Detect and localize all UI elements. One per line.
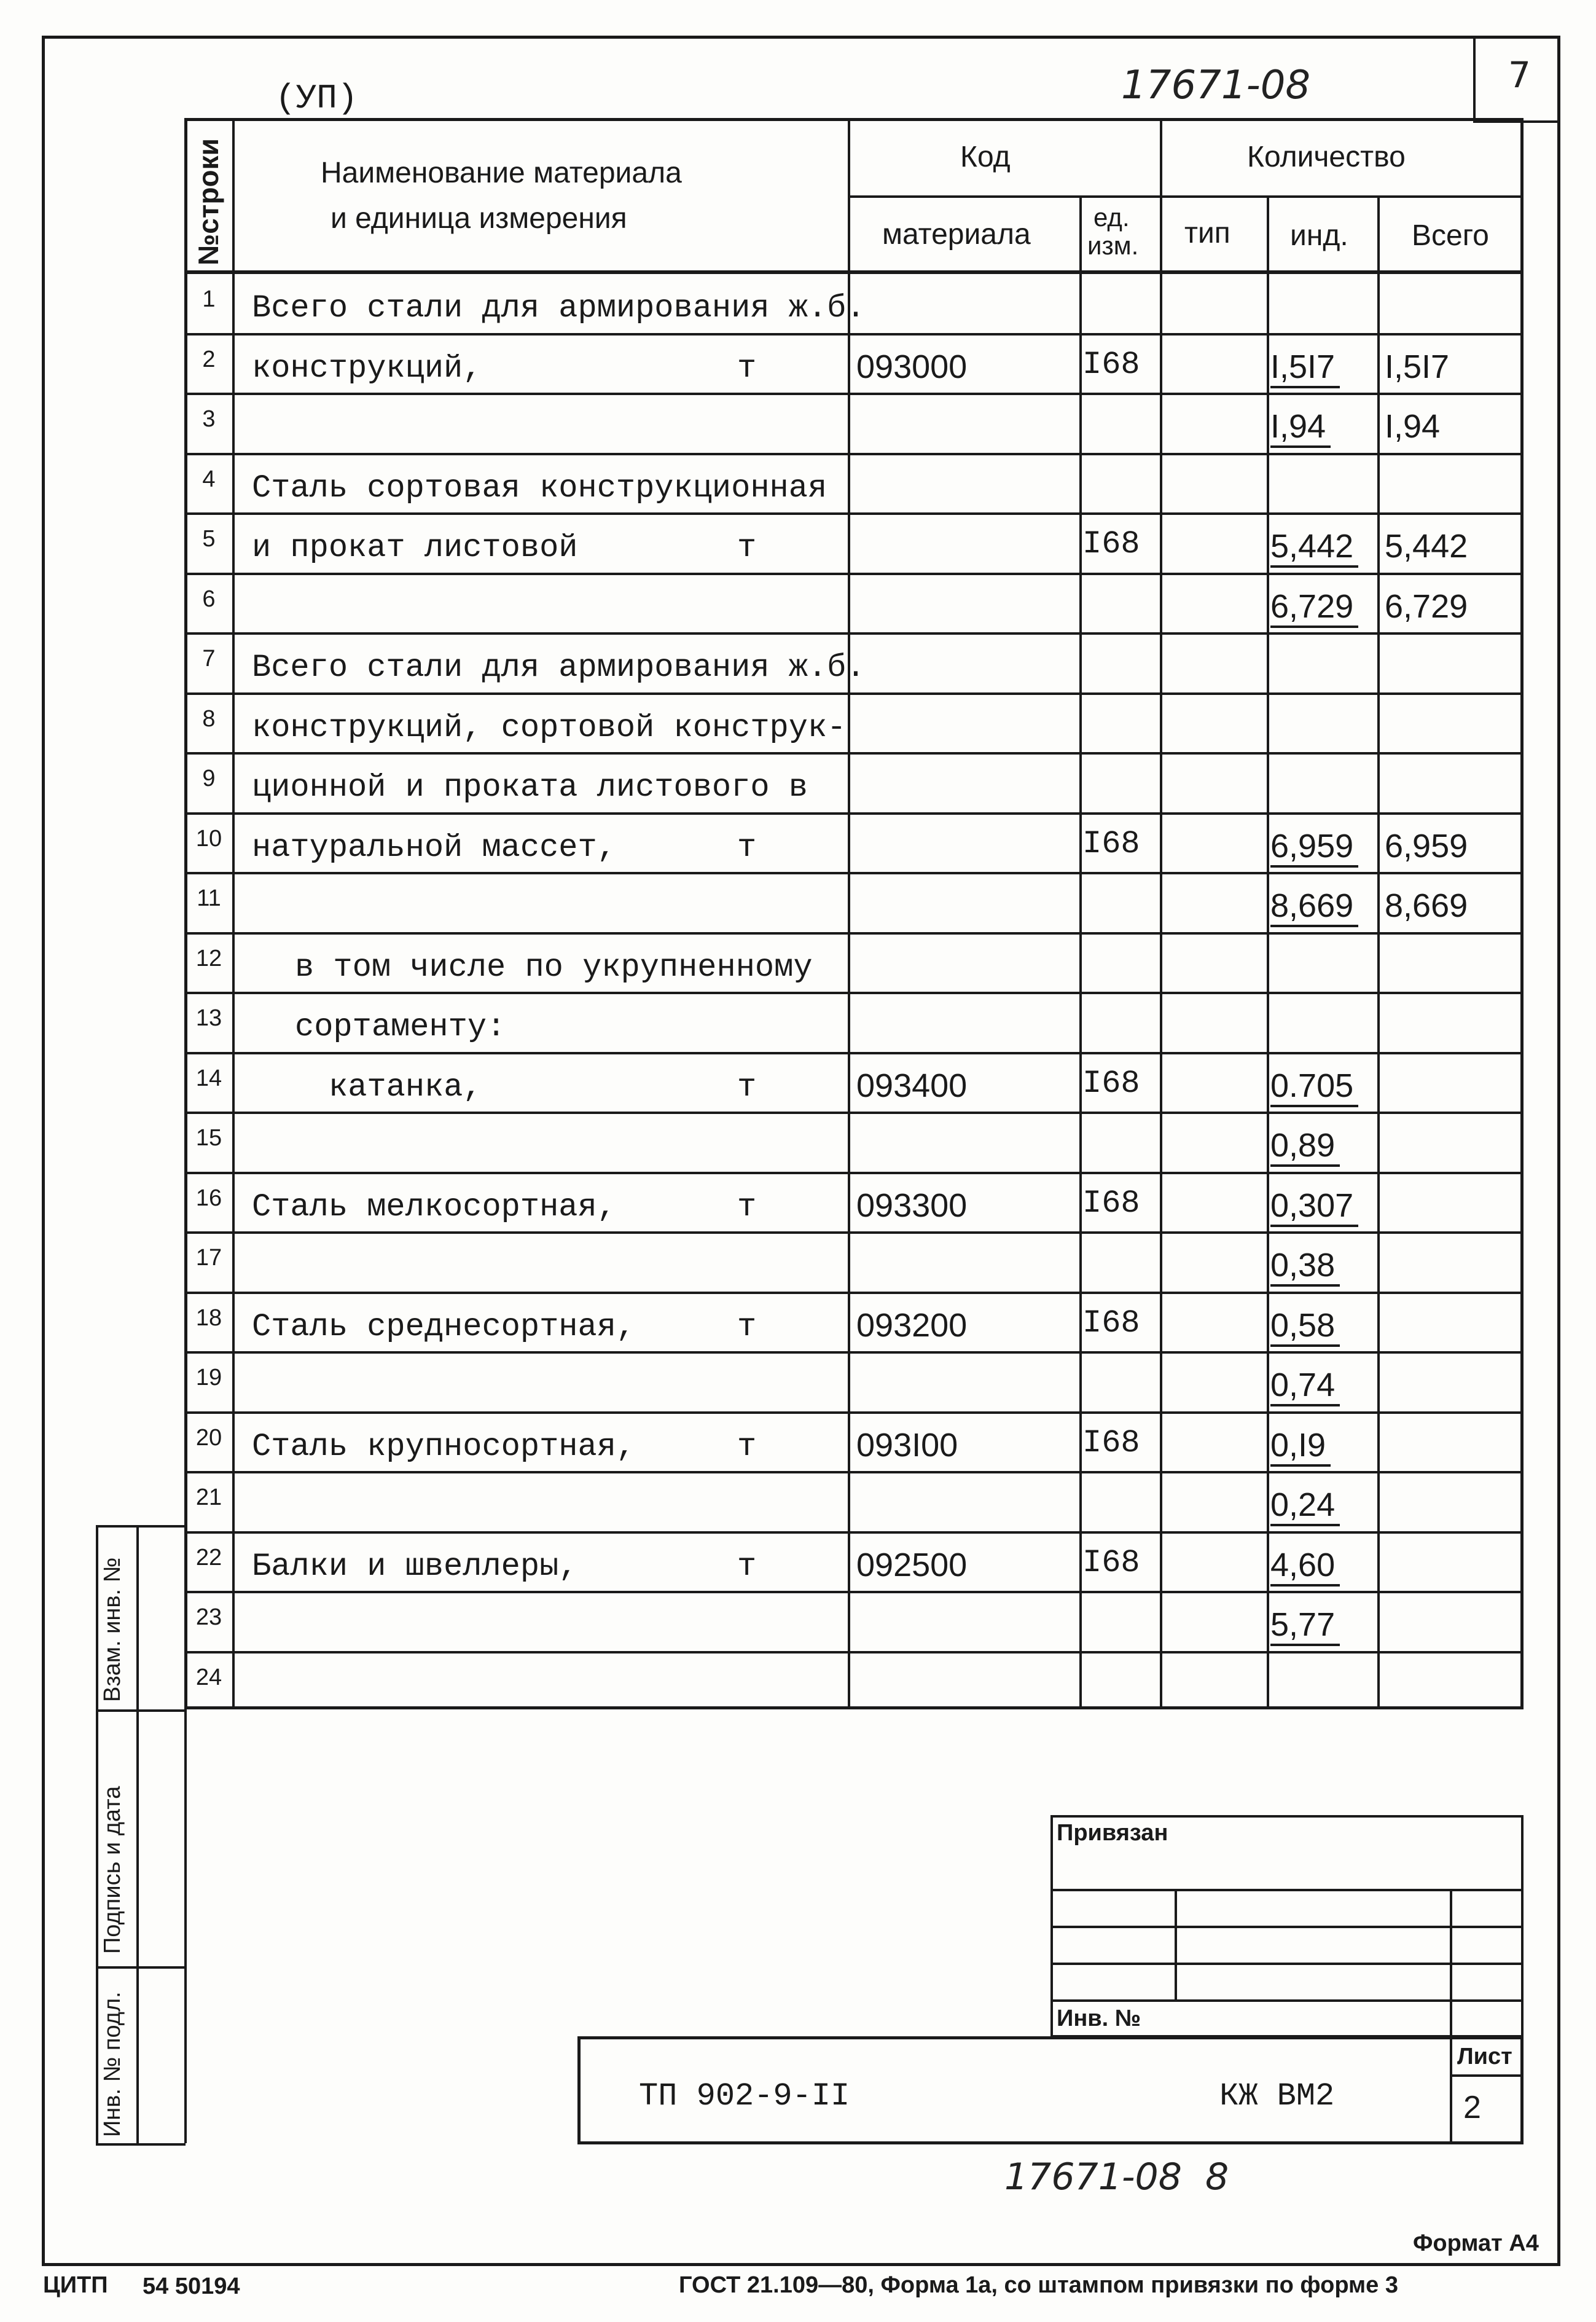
- privyazka-line3: [1050, 1963, 1524, 1965]
- tp-code: ТП 902-9-II: [639, 2078, 850, 2114]
- up-mark: (УП): [275, 79, 358, 118]
- row-unit: I68: [1082, 825, 1140, 862]
- row-number: 16: [195, 1185, 222, 1211]
- row-code: 093400: [856, 1067, 968, 1104]
- format-label: Формат А4: [1413, 2230, 1539, 2256]
- footer-org: ЦИТП: [43, 2272, 108, 2298]
- side-strip-right: [184, 1709, 187, 2143]
- row-unit: I68: [1082, 346, 1140, 383]
- row-line: [184, 992, 1524, 994]
- row-unit: I68: [1082, 1544, 1140, 1581]
- row-line: [184, 1591, 1524, 1593]
- row-name: Сталь крупносортная,: [252, 1428, 636, 1465]
- row-number: 23: [195, 1604, 222, 1630]
- row-line: [184, 573, 1524, 575]
- row-ind: 0,74: [1270, 1366, 1340, 1406]
- row-name: и прокат листовой: [252, 530, 578, 566]
- page-number: 7: [1508, 54, 1531, 96]
- row-line: [184, 1411, 1524, 1414]
- row-unit: I68: [1082, 1424, 1140, 1461]
- row-ind: 5,442: [1270, 527, 1358, 568]
- row-line: [184, 1531, 1524, 1534]
- col-header-name-line1: Наименование материала: [321, 157, 682, 189]
- row-line: [184, 1052, 1524, 1054]
- side-strip-mid: [136, 1525, 139, 2143]
- row-number: 10: [195, 825, 222, 852]
- side-label-inv-podl: Инв. № подл.: [100, 1991, 125, 2137]
- row-number: 2: [202, 346, 216, 372]
- col-header-name-line2: и единица измерения: [331, 202, 627, 235]
- col-header-code: Код: [960, 141, 1011, 173]
- row-line: [184, 692, 1524, 695]
- side-label-vzam: Взам. инв. №: [100, 1557, 125, 1702]
- row-number: 14: [195, 1065, 222, 1091]
- row-ind: 0,58: [1270, 1306, 1340, 1347]
- doc-code: КЖ ВМ2: [1219, 2078, 1335, 2114]
- row-unit-t: т: [737, 1308, 757, 1345]
- row-number: 18: [195, 1304, 222, 1331]
- side-strip-sep2: [96, 1966, 186, 1969]
- row-total: 6,959: [1385, 827, 1468, 865]
- header-subline: [848, 195, 1524, 198]
- col-header-row-no: №строки: [192, 138, 224, 265]
- row-name: в том числе по укрупненному: [295, 949, 813, 986]
- row-unit-t: т: [737, 1069, 757, 1105]
- row-name: натуральной массет,: [252, 829, 616, 866]
- privyazka-line1: [1050, 1889, 1524, 1891]
- row-ind: I,5I7: [1270, 348, 1340, 388]
- row-line: [184, 1651, 1524, 1653]
- row-number: 6: [202, 586, 216, 612]
- row-ind: 0,24: [1270, 1486, 1340, 1526]
- row-code: 093000: [856, 348, 968, 385]
- row-line: [184, 1351, 1524, 1354]
- row-name: катанка,: [329, 1069, 482, 1105]
- row-total: 8,669: [1385, 887, 1468, 924]
- privyazka-line2: [1050, 1926, 1524, 1928]
- row-code: 093200: [856, 1306, 968, 1344]
- row-ind: 4,60: [1270, 1546, 1340, 1587]
- row-ind: 0,89: [1270, 1126, 1340, 1167]
- row-name: конструкций,: [252, 350, 482, 386]
- row-number: 20: [195, 1424, 222, 1451]
- row-code: 092500: [856, 1546, 968, 1583]
- row-line: [184, 393, 1524, 395]
- row-line: [184, 1112, 1524, 1114]
- row-line: [184, 1471, 1524, 1473]
- row-number: 7: [202, 646, 216, 672]
- row-total: I,94: [1385, 408, 1441, 445]
- col-line-ind: [1377, 195, 1380, 1709]
- row-line: [184, 812, 1524, 815]
- doc-number-handwritten: 17671-08: [1121, 63, 1311, 108]
- row-number: 12: [195, 945, 222, 971]
- row-line: [184, 333, 1524, 335]
- inv-no-label: Инв. №: [1057, 2006, 1141, 2031]
- row-line: [184, 932, 1524, 935]
- col-header-code-material: материала: [882, 218, 1031, 251]
- row-name: ционной и проката листового в: [252, 769, 808, 806]
- col-header-qty-total: Всего: [1412, 219, 1489, 252]
- row-number: 1: [202, 286, 216, 312]
- row-total: 5,442: [1385, 528, 1468, 565]
- sheet-number: 2: [1463, 2090, 1481, 2125]
- row-number: 19: [195, 1365, 222, 1390]
- row-ind: 6,959: [1270, 827, 1358, 868]
- row-code: 093300: [856, 1186, 968, 1224]
- row-unit: I68: [1082, 1065, 1140, 1102]
- side-strip-left: [96, 1525, 98, 2143]
- row-name: конструкций, сортовой конструк-: [252, 709, 847, 746]
- row-number: 22: [195, 1544, 222, 1571]
- row-number: 21: [195, 1485, 222, 1510]
- side-strip-sep1: [96, 1709, 186, 1712]
- row-number: 24: [195, 1664, 222, 1690]
- privyazka-vline2: [1450, 1889, 1452, 2038]
- row-number: 8: [202, 705, 216, 732]
- row-name: Сталь сортовая конструкционная: [252, 469, 827, 506]
- row-line: [184, 1172, 1524, 1174]
- footer-gost: ГОСТ 21.109—80, Форма 1а, со штампом привязки по форме 3: [679, 2272, 1398, 2298]
- row-unit-t: т: [737, 829, 757, 866]
- row-ind: I,94: [1270, 407, 1331, 448]
- side-strip-bottom: [96, 2143, 186, 2146]
- row-unit-t: т: [737, 350, 757, 386]
- row-line: [184, 1231, 1524, 1234]
- row-unit-t: т: [737, 530, 757, 566]
- row-line: [184, 752, 1524, 755]
- row-ind: 6,729: [1270, 587, 1358, 628]
- row-line: [184, 632, 1524, 635]
- col-header-unit-line2: изм.: [1087, 231, 1139, 260]
- row-number: 11: [197, 885, 221, 911]
- row-ind: 0,38: [1270, 1246, 1340, 1287]
- row-unit-t: т: [737, 1548, 757, 1585]
- row-name: Сталь мелкосортная,: [252, 1188, 616, 1225]
- page-number-box-left: [1473, 36, 1476, 122]
- col-header-unit-line1: ед.: [1093, 203, 1130, 232]
- row-number: 9: [202, 766, 216, 791]
- row-line: [184, 1292, 1524, 1294]
- row-code: 093I00: [856, 1426, 958, 1464]
- row-line: [184, 872, 1524, 874]
- footer-order-no: 54 50194: [143, 2273, 240, 2299]
- col-line-type: [1267, 195, 1269, 1709]
- row-name: Всего стали для армирования ж.б.: [252, 649, 866, 686]
- row-name: Балки и швеллеры,: [252, 1548, 578, 1585]
- row-total: 6,729: [1385, 587, 1468, 625]
- col-line-code: [1079, 195, 1082, 1709]
- title-block-sheet-divider: [1450, 2036, 1452, 2144]
- row-number: 3: [202, 406, 216, 432]
- row-total: I,5I7: [1385, 348, 1450, 385]
- row-ind: 5,77: [1270, 1606, 1340, 1646]
- header-bottom: [184, 270, 1524, 274]
- row-ind: 0,I9: [1270, 1426, 1331, 1467]
- row-ind: 0,307: [1270, 1186, 1358, 1227]
- row-ind: 0.705: [1270, 1067, 1358, 1107]
- row-name: Всего стали для армирования ж.б.: [252, 290, 866, 326]
- handwritten-bottom: 17671-08 8: [1004, 2155, 1229, 2198]
- row-ind: 8,669: [1270, 887, 1358, 927]
- sheet-label: Лист: [1457, 2044, 1512, 2069]
- row-unit-t: т: [737, 1188, 757, 1225]
- col-header-qty: Количество: [1247, 141, 1406, 173]
- col-header-qty-type: тип: [1184, 217, 1230, 249]
- privyazan-label: Привязан: [1057, 1820, 1168, 1846]
- row-number: 13: [195, 1005, 222, 1031]
- row-unit: I68: [1082, 1304, 1140, 1341]
- col-header-qty-ind: инд.: [1290, 219, 1348, 252]
- row-unit: I68: [1082, 526, 1140, 562]
- side-label-podpis: Подпись и дата: [100, 1786, 125, 1954]
- row-unit-t: т: [737, 1428, 757, 1465]
- row-number: 5: [202, 526, 216, 552]
- title-block-sheet-line: [1450, 2074, 1524, 2077]
- row-unit: I68: [1082, 1185, 1140, 1222]
- row-name: сортаменту:: [295, 1009, 506, 1045]
- row-number: 15: [195, 1125, 222, 1151]
- side-strip-top: [96, 1525, 186, 1528]
- row-line: [184, 512, 1524, 515]
- row-name: Сталь среднесортная,: [252, 1308, 636, 1345]
- privyazka-vline1: [1175, 1889, 1177, 1999]
- row-number: 17: [195, 1245, 222, 1271]
- row-number: 4: [202, 466, 216, 492]
- row-line: [184, 453, 1524, 455]
- privyazka-line4: [1050, 1999, 1524, 2002]
